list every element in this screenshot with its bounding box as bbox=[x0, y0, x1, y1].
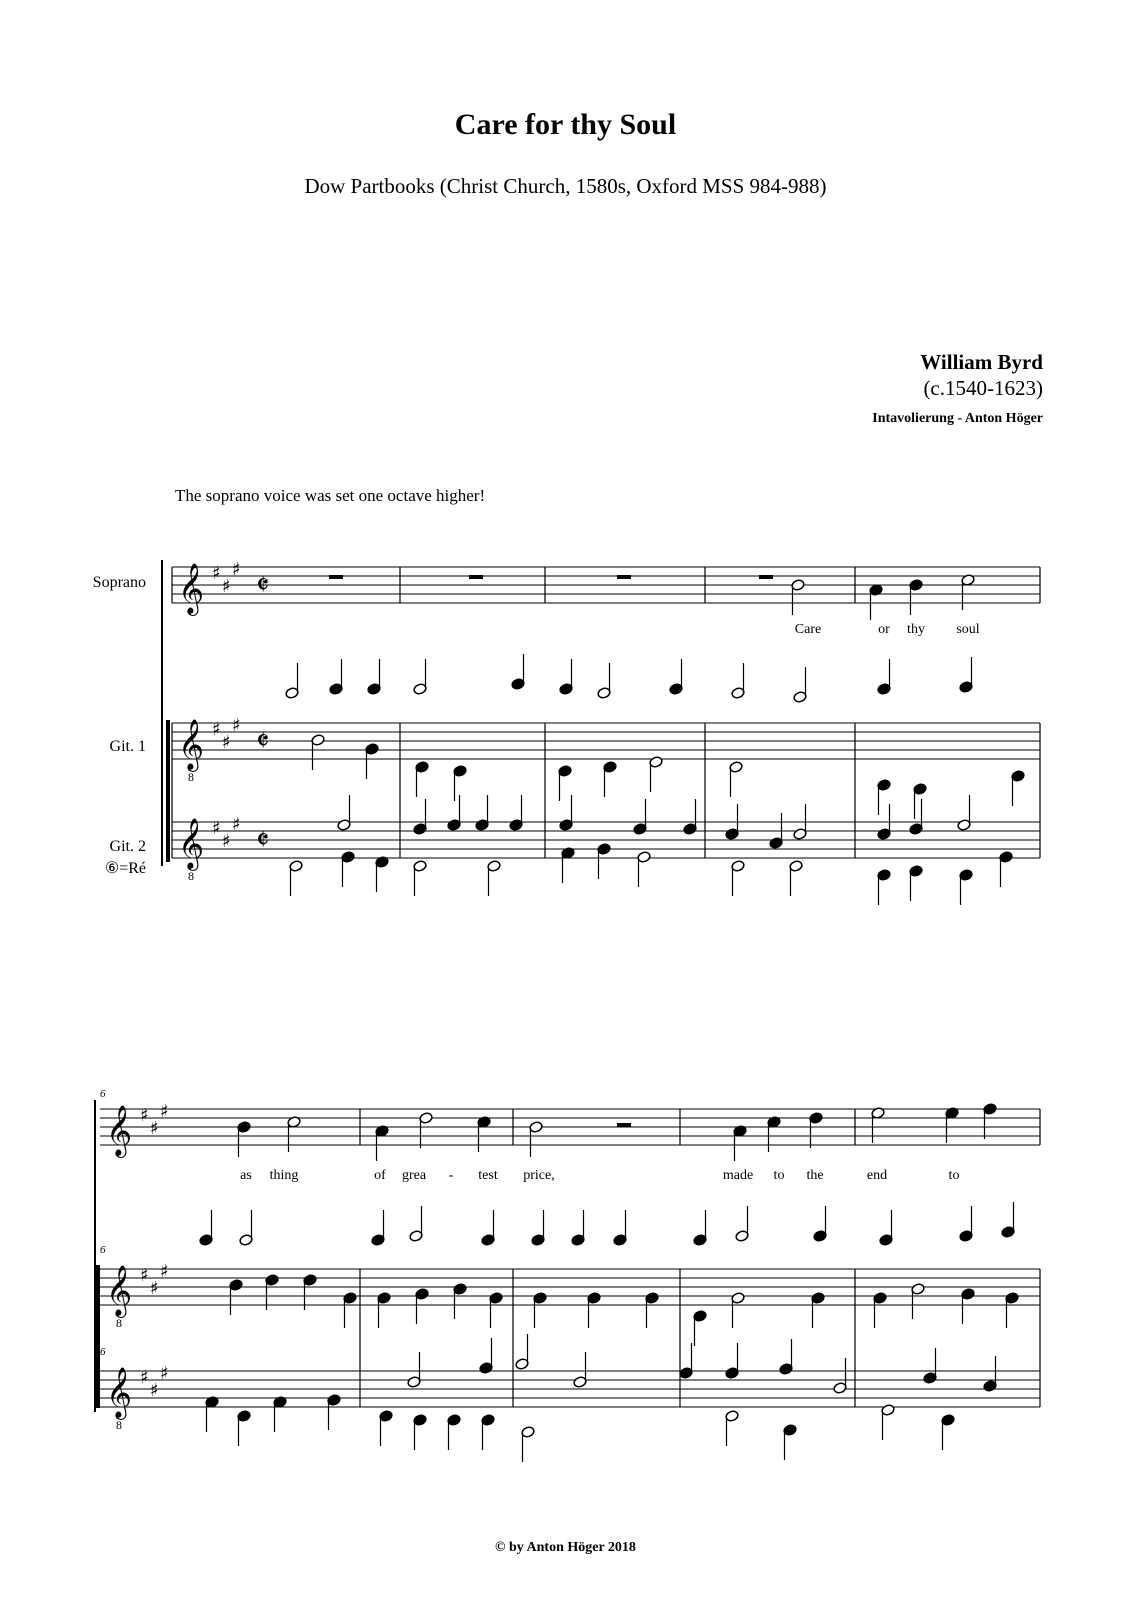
octave-mark: 8 bbox=[116, 1418, 122, 1432]
lyric-syllable: soul bbox=[956, 622, 980, 637]
composer-dates: (c.1540-1623) bbox=[923, 376, 1043, 400]
time-signature: 𝄵 bbox=[256, 823, 270, 858]
measure-number-system2: 6 bbox=[100, 1088, 106, 1100]
key-sharp: ♯ bbox=[212, 818, 221, 839]
whole-rest bbox=[469, 575, 483, 579]
lyric-syllable: test bbox=[478, 1168, 498, 1183]
lyric-syllable: price, bbox=[523, 1168, 555, 1183]
treble-clef: 𝄞 bbox=[178, 818, 205, 869]
lyric-syllable: thing bbox=[269, 1168, 299, 1183]
composer-name: William Byrd bbox=[920, 350, 1043, 374]
octave-mark: 8 bbox=[188, 770, 194, 784]
key-sharp: ♯ bbox=[140, 1367, 149, 1388]
instrument-label-guitar1: Git. 1 bbox=[109, 738, 146, 755]
lyric-syllable: end bbox=[866, 1168, 888, 1183]
key-sharp: ♯ bbox=[232, 814, 241, 835]
time-signature: 𝄵 bbox=[256, 568, 270, 603]
key-sharp: ♯ bbox=[150, 1278, 159, 1299]
lyric-syllable: Care bbox=[794, 622, 822, 637]
instrument-label-guitar2: Git. 2 bbox=[109, 838, 146, 855]
arranger-credit: Intavolierung - Anton Höger bbox=[872, 411, 1043, 426]
lyric-syllable: made bbox=[722, 1168, 754, 1183]
key-sharp: ♯ bbox=[160, 1261, 169, 1282]
key-sharp: ♯ bbox=[232, 715, 241, 736]
measure-number-system2-guitar2: 6 bbox=[100, 1346, 106, 1358]
time-signature: 𝄵 bbox=[256, 724, 270, 759]
treble-clef: 𝄞 bbox=[106, 1105, 133, 1156]
whole-rest bbox=[617, 575, 631, 579]
lyric-syllable: or bbox=[878, 622, 890, 637]
treble-clef: 𝄞 bbox=[178, 719, 205, 770]
key-sharp: ♯ bbox=[140, 1105, 149, 1126]
instrument-label-soprano: Soprano bbox=[92, 574, 146, 591]
lyric-syllable: - bbox=[448, 1168, 454, 1183]
lyric-syllable: grea bbox=[401, 1168, 427, 1183]
key-sharp: ♯ bbox=[222, 576, 231, 597]
lyric-syllable: to bbox=[948, 1168, 960, 1183]
key-sharp: ♯ bbox=[222, 732, 231, 753]
instrument-label-guitar2-tuning: ⑥=Ré bbox=[104, 860, 146, 877]
key-sharp: ♯ bbox=[140, 1265, 149, 1286]
lyric-syllable: to bbox=[773, 1168, 785, 1183]
measure-number-system2-guitar1: 6 bbox=[100, 1244, 106, 1256]
lyric-syllable: of bbox=[374, 1168, 386, 1183]
lyric-syllable: as bbox=[240, 1168, 252, 1183]
key-sharp: ♯ bbox=[160, 1101, 169, 1122]
piece-subtitle: Dow Partbooks (Christ Church, 1580s, Oxford MSS 984-988) bbox=[304, 174, 827, 198]
lyric-syllable: the bbox=[806, 1168, 824, 1183]
key-sharp: ♯ bbox=[232, 559, 241, 580]
copyright: © by Anton Höger 2018 bbox=[495, 1540, 636, 1555]
lyric-syllable: thy bbox=[907, 622, 925, 637]
whole-rest bbox=[759, 575, 773, 579]
piece-title: Care for thy Soul bbox=[454, 108, 677, 141]
whole-rest bbox=[329, 575, 343, 579]
octave-mark: 8 bbox=[188, 869, 194, 883]
key-sharp: ♯ bbox=[150, 1380, 159, 1401]
key-sharp: ♯ bbox=[212, 719, 221, 740]
octave-mark: 8 bbox=[116, 1316, 122, 1330]
key-sharp: ♯ bbox=[212, 563, 221, 584]
treble-clef: 𝄞 bbox=[106, 1265, 133, 1316]
key-sharp: ♯ bbox=[160, 1363, 169, 1384]
treble-clef: 𝄞 bbox=[178, 563, 205, 614]
half-rest bbox=[617, 1123, 631, 1127]
key-sharp: ♯ bbox=[150, 1118, 159, 1139]
treble-clef: 𝄞 bbox=[106, 1367, 133, 1418]
performance-note: The soprano voice was set one octave higher! bbox=[175, 486, 486, 505]
key-sharp: ♯ bbox=[222, 831, 231, 852]
